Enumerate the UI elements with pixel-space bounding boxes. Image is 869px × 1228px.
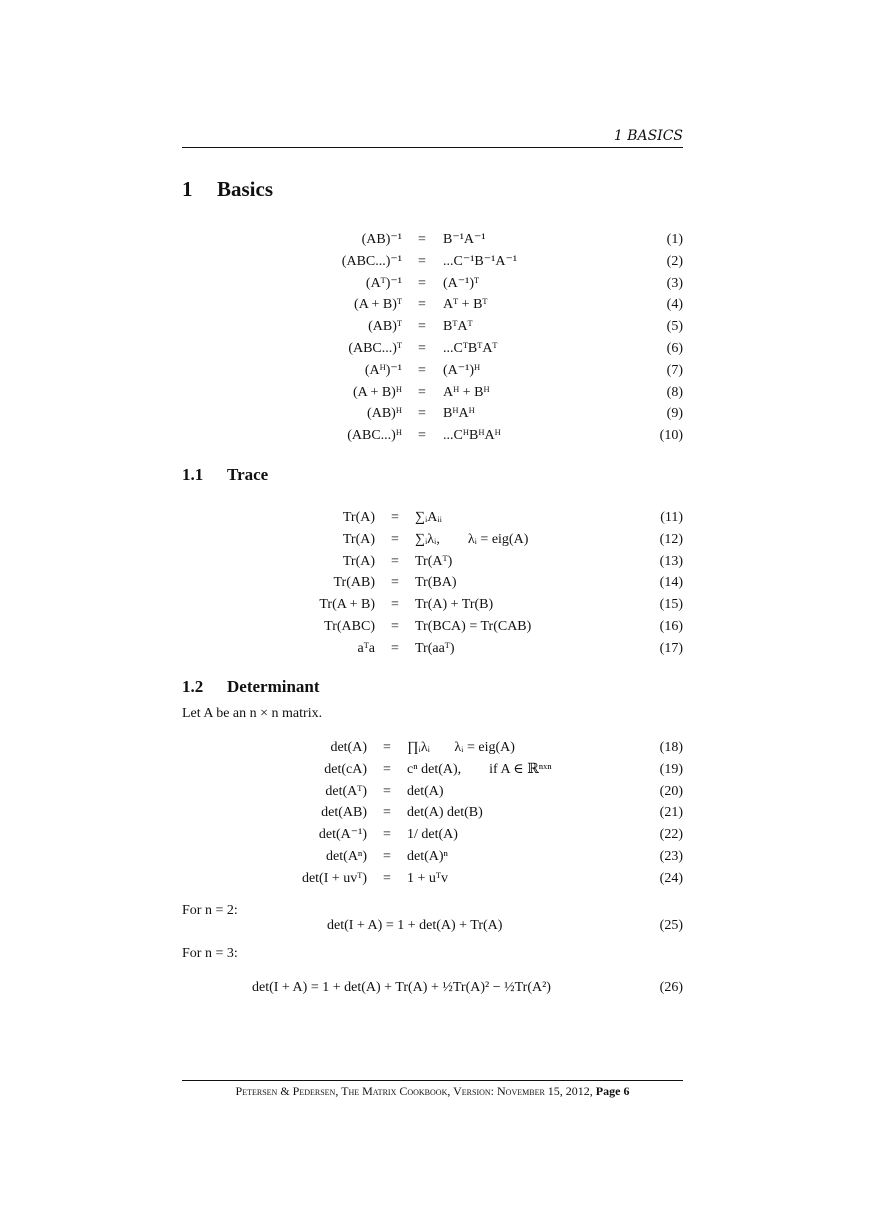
eq-lhs: (Aᵀ)⁻¹ [365,275,402,291]
eq-number: (3) [666,275,683,291]
eq-rhs: det(A)ⁿ [407,848,448,864]
eq-number: (4) [666,297,683,313]
eq-number: (8) [666,384,683,400]
eq-number: (15) [659,597,683,613]
subsection-title: Trace [227,465,269,484]
eq-number: (26) [659,980,683,995]
eq-lhs: det(Aⁿ) [326,848,367,864]
eq-number: (18) [659,740,683,755]
equation-row: (ABC...)⁻¹ = ...C⁻¹B⁻¹A⁻¹ (2) [182,251,683,273]
n2-label: For n = 2: [182,903,238,918]
eq-rhs: det(A) det(B) [407,805,483,821]
equation-row: det(I + uvᵀ) = 1 + uᵀv (24) [182,868,683,890]
footer-page-number: Page 6 [595,1084,630,1098]
eq-rhs: BᴴAᴴ [443,406,475,422]
eq-number: (1) [666,232,683,247]
equation-row: det(A⁻¹) = 1/ det(A) (22) [182,824,683,846]
subsection-number: 1.2 [182,677,204,696]
trace-equations [182,507,683,660]
eq-lhs: Tr(AB) [333,575,375,591]
equation-row: det(AB) = det(A) det(B) (21) [182,802,683,824]
eq-lhs: (A + B)ᵀ [354,297,402,313]
eq-number: (2) [666,253,683,269]
equation-row: Tr(A) = ∑ᵢλᵢ, λᵢ = eig(A) (12) [182,529,683,551]
equation-row: Tr(A + B) = Tr(A) + Tr(B) (15) [182,594,683,616]
eq-number: (9) [666,406,683,422]
equation-row: (AB)ᵀ = BᵀAᵀ (5) [182,316,683,338]
eq-number: (14) [659,575,683,591]
eq-rhs: BᵀAᵀ [443,319,473,335]
eq-rhs: det(A) [407,783,444,799]
equation-row: aᵀa = Tr(aaᵀ) (17) [182,638,683,660]
eq-rhs: ...CᴴBᴴAᴴ [443,428,501,444]
eq-lhs: aᵀa [357,640,375,656]
eq-rhs: Tr(aaᵀ) [415,640,455,656]
determinant-equations [182,737,683,890]
equation-row: (ABC...)ᴴ = ...CᴴBᴴAᴴ (10) [182,425,683,447]
eq-number: (5) [666,319,683,335]
equation-row: (AB)⁻¹ = B⁻¹A⁻¹ (1) [182,229,683,251]
eq-number: (17) [659,640,683,656]
equation-row: det(A) = ∏ᵢλᵢ λᵢ = eig(A) (18) [182,737,683,759]
eq-number: (11) [660,510,683,525]
equation-row: (Aᴴ)⁻¹ = (A⁻¹)ᴴ (7) [182,360,683,382]
subsection-title: Determinant [227,677,320,696]
eq-lhs: (AB)⁻¹ [361,232,402,247]
eq-number: (20) [659,783,683,799]
eq-rhs: Aᵀ + Bᵀ [443,297,488,313]
eq-rhs: B⁻¹A⁻¹ [443,232,486,247]
eq-lhs: Tr(A) [342,553,375,569]
eq-lhs: Tr(A + B) [319,597,375,613]
eq-rhs: ...C⁻¹B⁻¹A⁻¹ [443,253,518,269]
eq-rhs: cⁿ det(A), if A ∈ ℝⁿˣⁿ [407,761,552,777]
eq-rhs: ∑ᵢλᵢ, λᵢ = eig(A) [415,531,529,547]
equation-row: (Aᵀ)⁻¹ = (A⁻¹)ᵀ (3) [182,273,683,295]
header-rule [182,147,683,148]
basics-equations [182,229,683,447]
section-title: Basics [217,177,274,201]
eq-rhs: (A⁻¹)ᵀ [443,275,480,291]
eq-number: (13) [659,553,683,569]
equation-row: (ABC...)ᵀ = ...CᵀBᵀAᵀ (6) [182,338,683,360]
equation-row: (A + B)ᴴ = Aᴴ + Bᴴ (8) [182,382,683,404]
eq-lhs: (AB)ᴴ [367,406,402,422]
eq-rhs: ...CᵀBᵀAᵀ [443,340,498,356]
eq-number: (24) [659,870,683,886]
eq-rhs: (A⁻¹)ᴴ [443,362,481,378]
eq-number: (7) [666,362,683,378]
eq-lhs: det(I + uvᵀ) [301,870,367,886]
running-head: 1 BASICS [613,128,683,144]
n3-label: For n = 3: [182,946,238,961]
eq-lhs: (A + B)ᴴ [352,384,402,400]
equation-row: det(Aᵀ) = det(A) (20) [182,781,683,803]
eq-lhs: (AB)ᵀ [368,319,402,335]
equation-row: Tr(A) = ∑ᵢAᵢᵢ (11) [182,507,683,529]
eq-lhs: (ABC...)⁻¹ [341,253,402,269]
footer-text: Petersen & Pedersen, The Matrix Cookbook, Version: November 15, 2012, [235,1084,596,1098]
eq-rhs: 1 + uᵀv [407,870,448,886]
page-footer [182,1084,683,1099]
eq-rhs: Tr(BCA) = Tr(CAB) [415,618,532,634]
equation-row: det(Aⁿ) = det(A)ⁿ (23) [182,846,683,868]
eq-lhs: Tr(A) [342,510,375,525]
eq-lhs: det(cA) [324,761,367,777]
eq-rhs: ∏ᵢλᵢ λᵢ = eig(A) [407,740,515,755]
equation-row: Tr(A) = Tr(Aᵀ) (13) [182,551,683,573]
eq-rhs: ∑ᵢAᵢᵢ [415,510,442,525]
eq-lhs: det(AB) [321,805,367,821]
subsection-heading-determinant [182,677,320,697]
eq-rhs: 1/ det(A) [407,827,458,843]
equation-row: Tr(ABC) = Tr(BCA) = Tr(CAB) (16) [182,616,683,638]
eq-lhs: Tr(ABC) [324,618,375,634]
eq-rhs: Tr(BA) [415,575,457,591]
eq-lhs: (Aᴴ)⁻¹ [364,362,402,378]
eq-number: (21) [659,805,683,821]
eq-number: (6) [666,340,683,356]
eq-number: (12) [659,531,683,547]
eq-lhs: Tr(A) [342,531,375,547]
eq-lhs: det(Aᵀ) [325,783,367,799]
equation-row: det(cA) = cⁿ det(A), if A ∈ ℝⁿˣⁿ (19) [182,759,683,781]
equation-row: (A + B)ᵀ = Aᵀ + Bᵀ (4) [182,294,683,316]
footer-rule [182,1080,683,1081]
subsection-number: 1.1 [182,465,204,484]
eq-number: (23) [659,848,683,864]
eq-body: det(I + A) = 1 + det(A) + Tr(A) [327,918,503,933]
eq-lhs: (ABC...)ᴴ [347,428,402,444]
eq-number: (25) [659,918,683,933]
equation-row: (AB)ᴴ = BᴴAᴴ (9) [182,403,683,425]
determinant-intro: Let A be an n × n matrix. [182,706,323,721]
eq-rhs: Aᴴ + Bᴴ [443,384,490,400]
eq-number: (10) [659,428,683,444]
section-number: 1 [182,177,193,201]
eq-lhs: (ABC...)ᵀ [348,340,402,356]
eq-rhs: Tr(A) + Tr(B) [415,597,494,613]
section-heading [182,177,273,202]
eq-rhs: Tr(Aᵀ) [415,553,453,569]
eq-number: (16) [659,618,683,634]
eq-number: (22) [659,827,683,843]
eq-number: (19) [659,761,683,777]
eq-lhs: det(A⁻¹) [318,827,367,843]
eq-lhs: det(A) [330,740,367,755]
eq-body: det(I + A) = 1 + det(A) + Tr(A) + ½Tr(A)² − ½Tr(A²) [252,980,551,995]
equation-row: Tr(AB) = Tr(BA) (14) [182,572,683,594]
subsection-heading-trace [182,465,268,485]
